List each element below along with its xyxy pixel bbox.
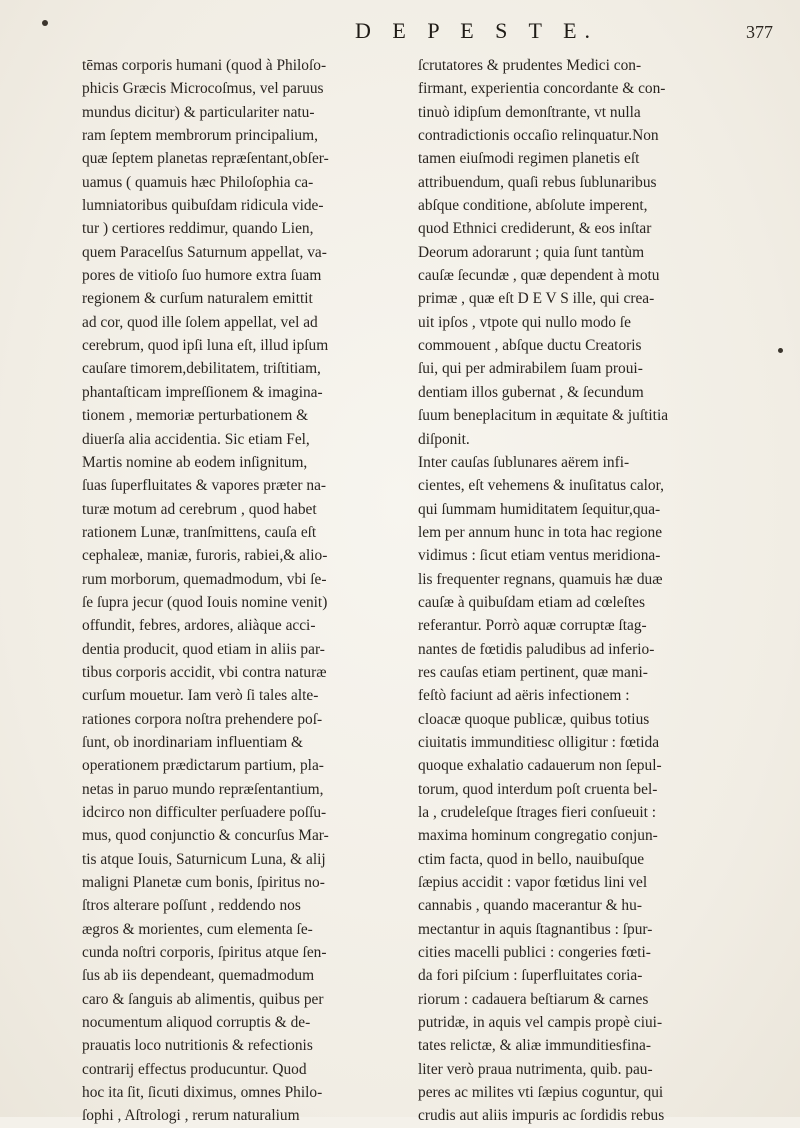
text-line: prauatis loco nutritionis & refectionis — [82, 1037, 313, 1055]
text-line: da fori piſcium : ſuperfluitates coria- — [418, 967, 643, 985]
text-line: Martis nomine ab eodem inſignitum, — [82, 453, 308, 471]
text-line: uamus ( quamuis hæc Philoſophia ca- — [82, 173, 314, 191]
text-line: ſtros alterare poſſunt , reddendo nos — [82, 897, 301, 915]
text-line: idcirco non difficulter perſuadere poſſu- — [82, 804, 327, 821]
text-line: tur ) certiores reddimur, quando Lien, — [82, 220, 314, 238]
text-line: cephaleæ, maniæ, furoris, rabiei,& alio- — [82, 547, 328, 565]
text-line: lumniatoribus quibuſdam ridicula vide- — [82, 197, 324, 215]
text-line: cannabis , quando macerantur & hu- — [418, 897, 642, 915]
text-line: quoque exhalatio cadauerum non ſepul- — [418, 757, 662, 775]
text-line: ægros & morientes, cum elementa ſe- — [82, 920, 313, 938]
text-line: diſponit. — [418, 430, 470, 448]
text-line: cerebrum, quod ipſi luna eſt, illud ipſum — [82, 337, 329, 355]
text-line: liter verò praua nutrimenta, quib. pau- — [418, 1060, 653, 1078]
text-line: maligni Planetæ cum bonis, ſpiritus no- — [82, 874, 325, 892]
text-line: cloacæ quoque publicæ, quibus totius — [418, 710, 650, 728]
text-line: cauſæ à quibuſdam etiam ad cœleſtes — [418, 593, 645, 611]
text-line: attribuendum, quaſi rebus ſublunaribus — [418, 173, 657, 191]
text-line: tionem , memoriæ perturbationem & — [82, 407, 309, 425]
text-line: cauſare timorem,debilitatem, triſtitiam, — [82, 360, 321, 378]
text-line: tates relictæ, & aliæ immunditiesfina- — [418, 1037, 651, 1055]
ink-speck — [778, 348, 783, 353]
text-line: cities macelli publici : congeries fœti- — [418, 944, 651, 962]
text-line: hoc ita ſit, ſicuti diximus, omnes Philo- — [82, 1084, 323, 1102]
text-line: mectantur in aquis ſtagnantibus : ſpur- — [418, 920, 653, 938]
text-line: uit ipſos , vtpote qui nullo modo ſe — [418, 313, 631, 331]
text-line: contrarij effectus producuntur. Quod — [82, 1060, 307, 1078]
text-line: tis atque Iouis, Saturnicum Luna, & alij — [82, 850, 326, 868]
text-line: dentia producit, quod etiam in aliis par- — [82, 640, 325, 658]
text-line: ram ſeptem membrorum principalium, — [82, 127, 318, 145]
text-line: referantur. Porrò aquæ corruptæ ſtag- — [418, 617, 647, 635]
text-line: quod Ethnici crediderunt, & eos inſtar — [418, 220, 652, 238]
text-line: abſque conditione, abſolute imperent, — [418, 197, 648, 215]
text-line: quem Paracelſus Saturnum appellat, va- — [82, 243, 327, 261]
text-line: tamen eiuſmodi regimen planetis eſt — [418, 150, 640, 168]
text-line: peres ac milites vti ſæpius coguntur, qui — [418, 1084, 664, 1102]
text-line: lis frequenter regnans, quamuis hæ duæ — [418, 570, 663, 588]
page-header — [0, 14, 800, 54]
right-text-column — [418, 54, 724, 1128]
ink-speck — [42, 20, 48, 26]
text-line: crudis aut aliis impuris ac ſordidis rebus — [418, 1107, 665, 1125]
text-line: nocumentum aliquod corruptis & de- — [82, 1014, 311, 1032]
text-line: mus, quod conjunctio & concurſus Mar- — [82, 827, 329, 845]
text-line: feſtò faciunt ad aëris infectionem : — [418, 687, 630, 705]
text-line: diuerſa alia accidentia. Sic etiam Fel, — [82, 430, 310, 448]
text-line: maxima hominum congregatio conjun- — [418, 827, 658, 845]
text-line: ſui, qui per admirabilem ſuam proui- — [418, 360, 643, 378]
text-line: tinuò idipſum demonſtrante, vt nulla — [418, 103, 641, 121]
text-line: lem per annum hunc in tota hac regione — [418, 523, 663, 541]
text-line: turæ motum ad cerebrum , quod habet — [82, 500, 317, 518]
text-line: quæ ſeptem planetas repræſentant,obſer- — [82, 150, 329, 168]
text-line: cientes, eſt vehemens & inuſitatus calor, — [418, 477, 664, 495]
text-line: ad cor, quod ille ſolem appellat, vel ad — [82, 313, 318, 331]
text-line: torum, quod interdum poſt cruenta bel- — [418, 780, 658, 798]
text-line: cunda noſtri corporis, ſpiritus atque ſen- — [82, 944, 327, 962]
left-text-column — [82, 54, 389, 1128]
text-line: putridæ, in aquis vel campis propè ciui- — [418, 1014, 663, 1032]
text-line: phantaſticam impreſſionem & imagina- — [82, 383, 323, 401]
text-line: ſe ſupra jecur (quod Iouis nomine venit) — [82, 593, 328, 611]
text-line: curſum mouetur. Iam verò ſi tales alte- — [82, 687, 319, 705]
text-line: cauſæ ſecundæ , quæ dependent à motu — [418, 267, 660, 285]
text-line: Inter cauſas ſublunares aërem infi- — [418, 453, 630, 471]
text-line: ſus ab iis dependeant, quemadmodum — [82, 967, 315, 985]
text-line: qui ſummam humiditatem ſequitur,qua- — [418, 500, 661, 518]
text-line: primæ , quæ eſt D E V S ille, qui crea- — [418, 290, 655, 308]
text-line: ſæpius accidit : vapor fœtidus lini vel — [418, 874, 648, 892]
text-line: ctim facta, quod in bello, nauibuſque — [418, 850, 645, 868]
text-line: tēmas corporis humani (quod à Philoſo- — [82, 57, 327, 74]
text-line: rationem Lunæ, tranſmittens, cauſa eſt — [82, 523, 317, 541]
text-line: Deorum adorarunt ; quia ſunt tantùm — [418, 243, 645, 261]
text-line: rum morborum, quemadmodum, vbi ſe- — [82, 570, 327, 588]
text-line: mundus dicitur) & particulariter natu- — [82, 103, 315, 121]
text-line: dentiam illos gubernat , & ſecundum — [418, 383, 644, 401]
text-line: riorum : cadauera beſtiarum & carnes — [418, 990, 649, 1008]
text-line: netas in paruo mundo repræſentantium, — [82, 780, 324, 798]
text-line: ciuitatis immunditiesc olligitur : fœtida — [418, 733, 660, 751]
text-line: phicis Græcis Microcoſmus, vel paruus — [82, 80, 324, 98]
running-title: D E P E S T E. — [355, 18, 599, 43]
page-number: 377 — [746, 22, 773, 42]
text-line: caro & ſanguis ab alimentis, quibus per — [82, 990, 324, 1008]
text-line: la , crudeleſque ſtrages fieri conſueuit : — [418, 804, 657, 821]
text-line: rationes corpora noſtra prehendere poſ- — [82, 710, 323, 728]
text-line: ſunt, ob inordinariam influentiam & — [82, 733, 303, 751]
text-line: pores de vitioſo ſuo humore extra ſuam — [82, 267, 322, 285]
text-line: ſcrutatores & prudentes Medici con- — [418, 57, 642, 74]
text-line: ſophi , Aſtrologi , rerum naturalium — [82, 1107, 300, 1125]
text-line: regionem & curſum naturalem emittit — [82, 290, 313, 308]
text-line: vidimus : ſicut etiam ventus meridiona- — [418, 547, 661, 565]
text-line: contradictionis occaſio relinquatur.Non — [418, 127, 659, 145]
text-line: firmant, experientia concordante & con- — [418, 80, 666, 98]
text-line: res cauſas etiam pertinent, quæ mani- — [418, 663, 648, 681]
text-line: nantes de fœtidis paludibus ad inferio- — [418, 640, 655, 658]
text-line: tibus corporis accidit, vbi contra naturæ — [82, 663, 327, 681]
text-line: ſuum beneplacitum in æquitate & juſtitia — [418, 407, 669, 425]
text-line: commouent , abſque ductu Creatoris — [418, 337, 642, 355]
text-line: ſuas ſuperfluitates & vapores præter na- — [82, 477, 327, 495]
text-line: operationem prædictarum partium, pla- — [82, 757, 324, 775]
text-line: offundit, febres, ardores, aliàque acci- — [82, 617, 316, 635]
